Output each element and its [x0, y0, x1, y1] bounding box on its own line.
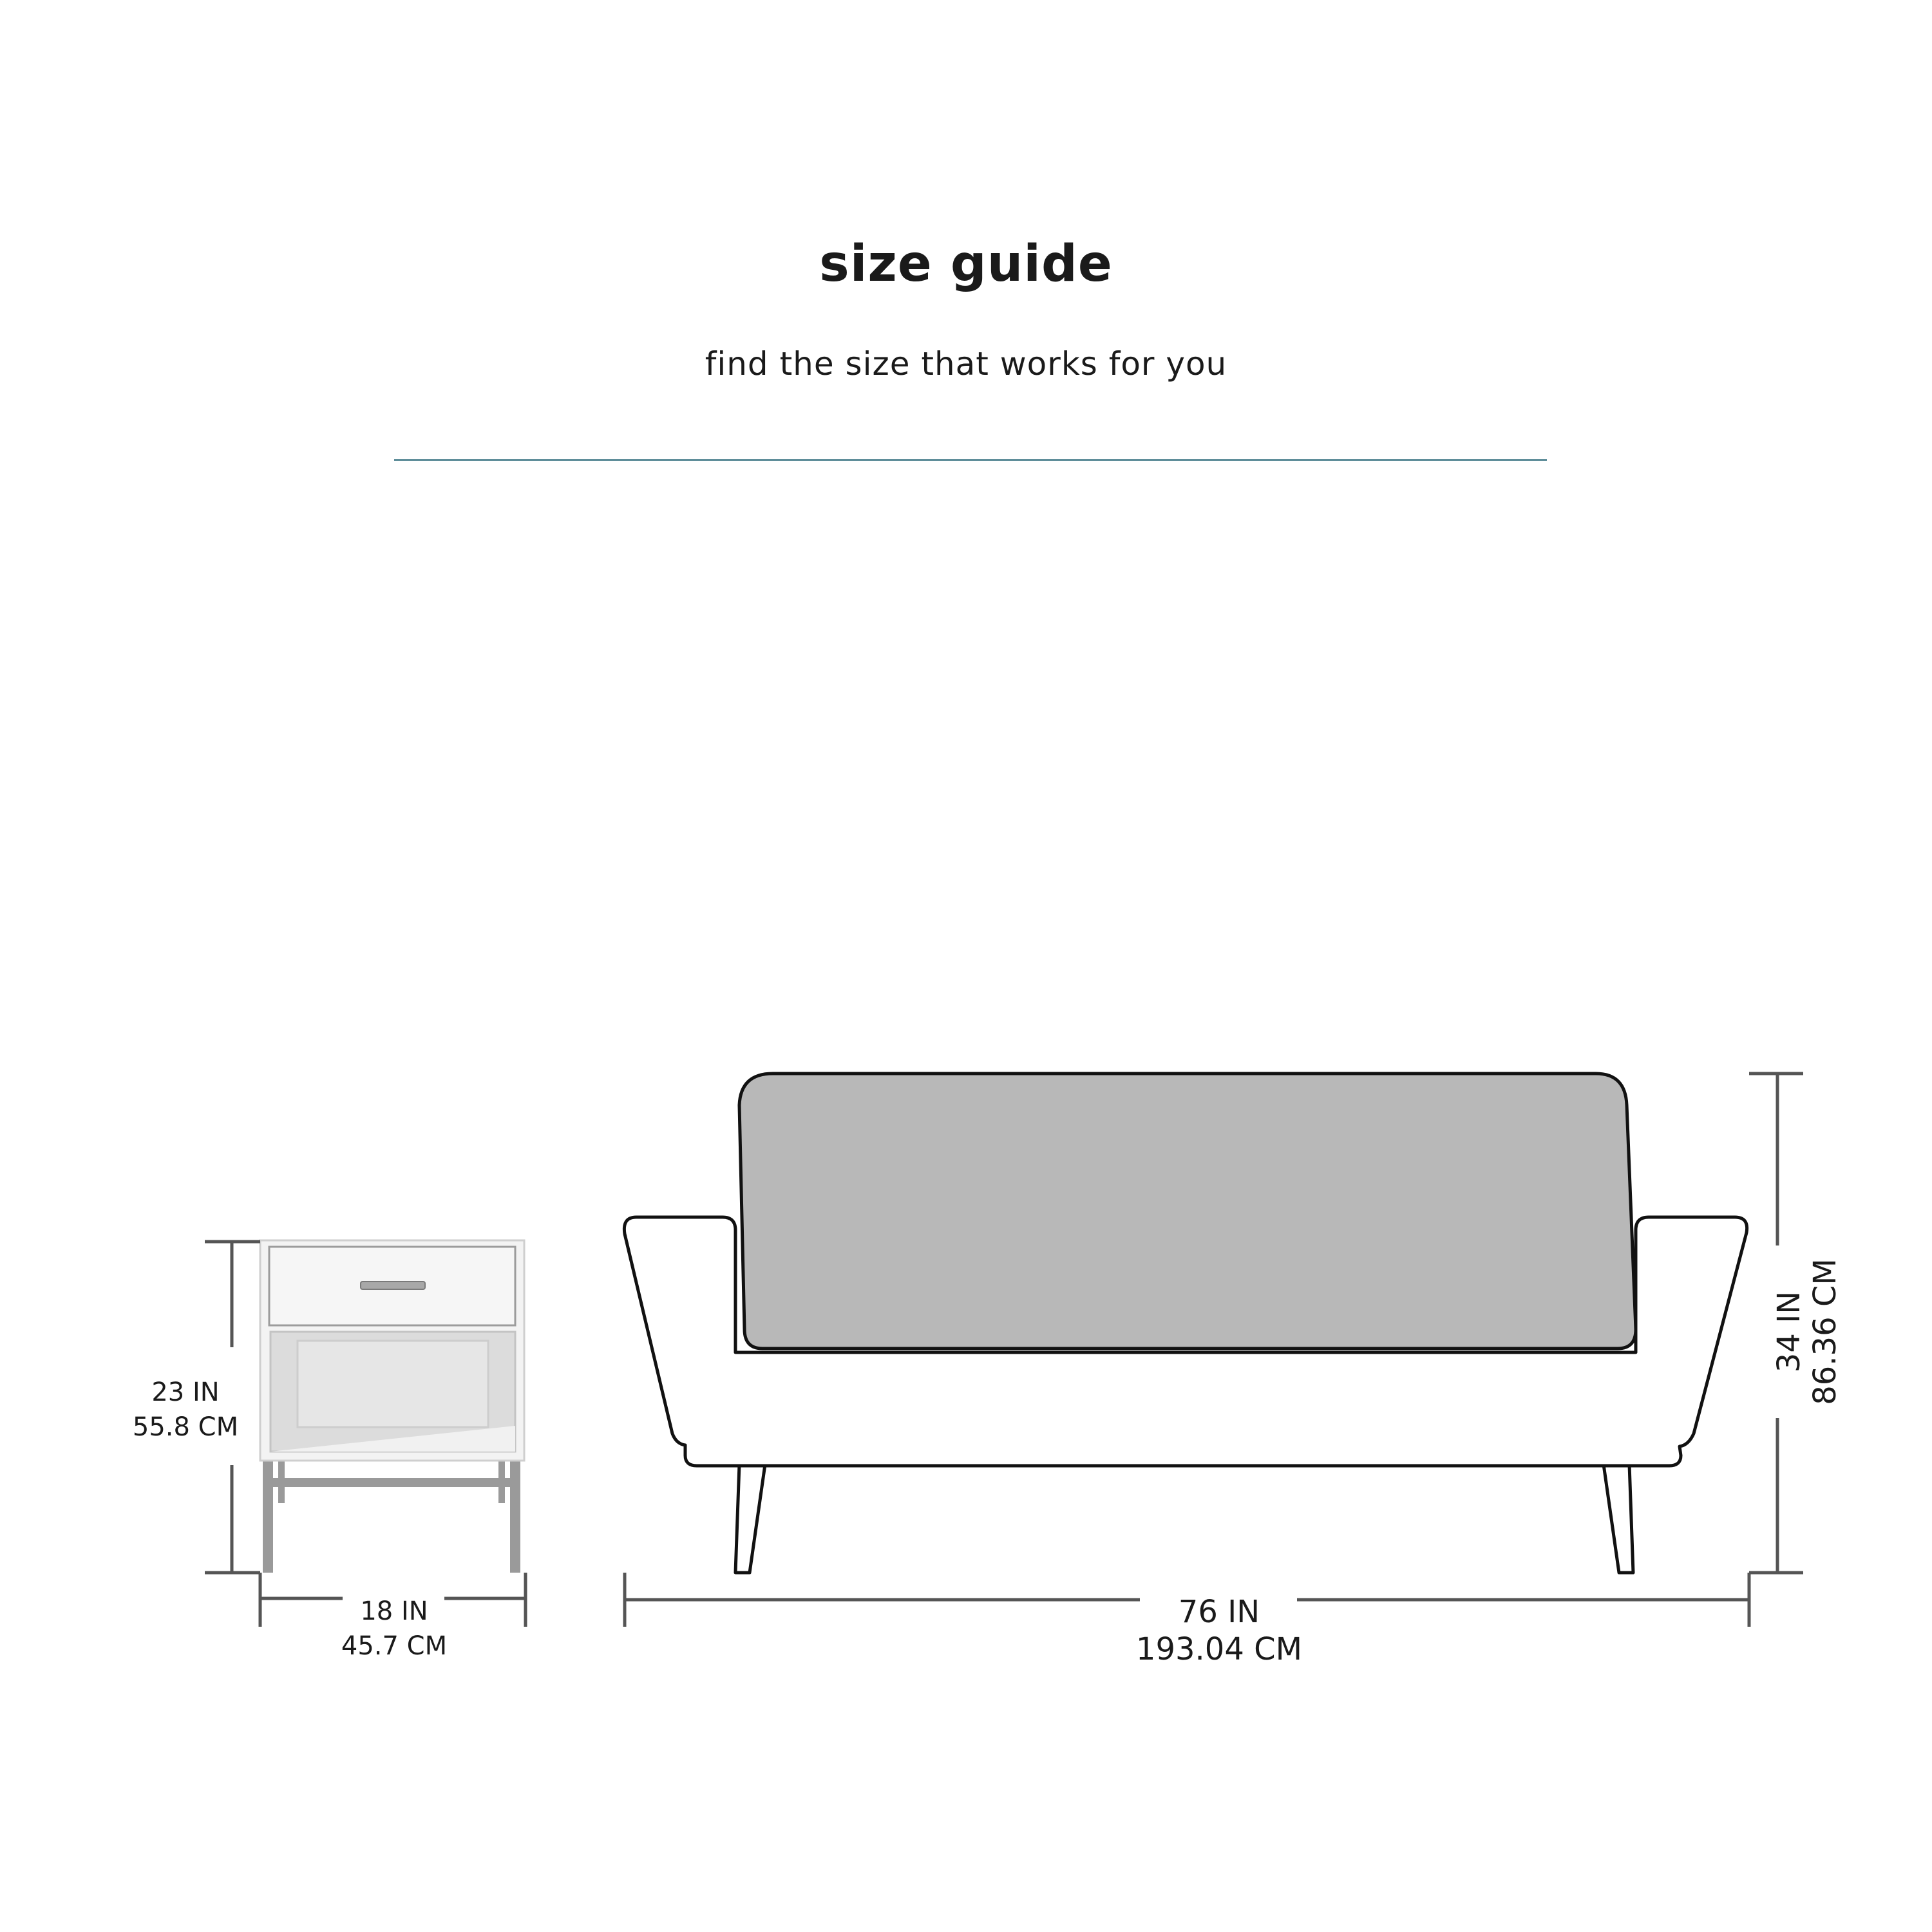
nightstand-height-cm: 55.8 CM [132, 1412, 239, 1442]
nightstand-height-in: 23 IN [151, 1378, 220, 1407]
nightstand-illustration [260, 1240, 524, 1573]
sofa-width-in: 76 IN [1178, 1594, 1260, 1630]
nightstand-width-in: 18 IN [360, 1596, 428, 1626]
drawer-handle[interactable] [361, 1282, 425, 1289]
page-subtitle: find the size that works for you [705, 345, 1227, 383]
page-title: size guide [819, 235, 1113, 293]
sofa-height-cm: 86.36 CM [1807, 1258, 1843, 1405]
sofa-width-cm: 193.04 CM [1135, 1631, 1303, 1667]
nightstand-leg-left [263, 1457, 273, 1573]
sofa-illustration [624, 1074, 1747, 1573]
nightstand-width-cm: 45.7 CM [341, 1631, 448, 1661]
sofa-height-in: 34 IN [1771, 1291, 1807, 1373]
sofa-back-cushion [739, 1074, 1636, 1349]
nightstand-shelf-back-panel [298, 1341, 488, 1427]
nightstand-inner-leg-right [498, 1457, 505, 1503]
sofa-leg-left [735, 1464, 765, 1573]
sofa-leg-right [1604, 1464, 1633, 1573]
nightstand-stretcher [273, 1478, 510, 1487]
nightstand-leg-right [510, 1457, 520, 1573]
nightstand-height-dimension [205, 1242, 260, 1573]
nightstand-inner-leg-left [278, 1457, 285, 1503]
